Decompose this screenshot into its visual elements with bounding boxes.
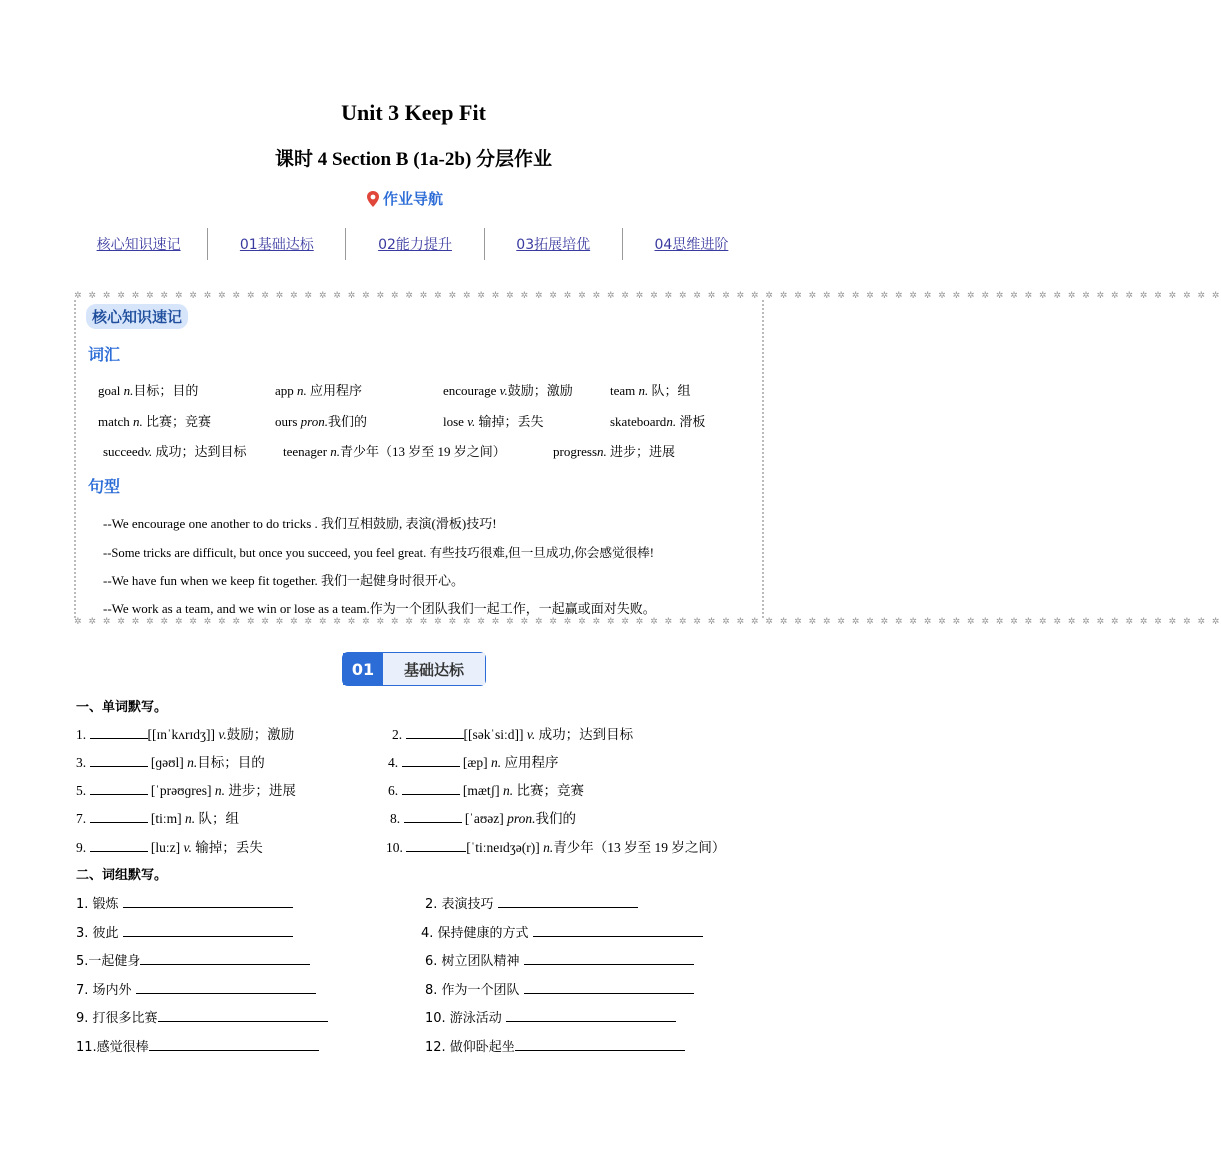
answer-blank[interactable] (123, 924, 293, 937)
phrase-question: 6. 树立团队精神 (425, 950, 694, 969)
answer-blank[interactable] (406, 726, 464, 739)
vocab-item: app n. 应用程序 (275, 383, 363, 398)
answer-blank[interactable] (524, 981, 694, 994)
answer-blank[interactable] (404, 810, 462, 823)
sentence: --We encourage one another to do tricks . 我们互相鼓励, 表演(滑板)技巧! (103, 516, 497, 531)
word-question: 10. [ˈtiːneɪdʒə(r)] n.青少年（13 岁至 19 岁之间） (386, 840, 726, 855)
frame-left-border (74, 300, 84, 618)
phrase-question: 4. 保持健康的方式 (421, 922, 703, 941)
vocab-item: team n. 队；组 (610, 383, 691, 398)
nav-basic[interactable]: 01基础达标 (207, 228, 345, 260)
answer-blank[interactable] (90, 726, 148, 739)
answer-blank[interactable] (524, 952, 694, 965)
page-subtitle: 课时 4 Section B (1a-2b) 分层作业 (274, 149, 553, 170)
basic-level-badge (342, 652, 486, 686)
vocab-item: teenager n.青少年（13 岁至 19 岁之间） (283, 444, 506, 459)
answer-blank[interactable] (533, 924, 703, 937)
nav-badge-label: 作业导航 (383, 190, 444, 208)
location-pin-icon (366, 191, 380, 207)
phrase-question: 10. 游泳活动 (425, 1007, 676, 1026)
answer-blank[interactable] (406, 839, 466, 852)
frame-right-border (754, 300, 764, 618)
answer-blank[interactable] (90, 754, 148, 767)
word-question: 8. [ˈaʊəz] pron.我们的 (390, 811, 577, 826)
word-question: 7. [tiːm] n. 队；组 (76, 811, 239, 826)
answer-blank[interactable] (149, 1038, 319, 1051)
phrase-question: 3. 彼此 (76, 922, 293, 941)
nav-thinking[interactable]: 04思维进阶 (622, 228, 760, 260)
answer-blank[interactable] (140, 952, 310, 965)
frame-top-border: ✲ ✲ ✲ ✲ ✲ ✲ ✲ ✲ ✲ ✲ ✲ ✲ ✲ ✲ ✲ ✲ ✲ ✲ ✲ ✲ ✲ ✲ ✲ ✲ ✲ ✲ ✲ ✲ ✲ ✲ ✲ ✲ ✲ ✲ ✲ ✲ ✲ ✲ ✲ ✲ ✲ ✲ ✲ ✲ ✲ ✲ ✲ ✲ ✲ ✲ ✲ ✲ ✲ ✲ ✲ ✲ ✲ ✲ ✲ ✲ ✲ ✲ ✲ ✲ ✲ ✲ ✲ ✲ ✲ ✲ ✲ ✲ ✲ ✲ ✲ ✲ ✲ ✲ ✲ ✲ (74, 291, 1221, 301)
vocab-item: encourage v.鼓励；激励 (443, 383, 573, 398)
answer-blank[interactable] (158, 1009, 328, 1022)
nav-badge (366, 188, 443, 209)
phrase-question: 11.感觉很棒 (76, 1036, 319, 1055)
sentence: --Some tricks are difficult, but once you succeed, you feel great. 有些技巧很难,但一旦成功,你会感觉很棒! (103, 546, 654, 560)
word-question: 1. [[ɪnˈkʌrɪdʒ]] v.鼓励；激励 (76, 727, 295, 742)
word-question: 4. [æp] n. 应用程序 (388, 755, 559, 770)
answer-blank[interactable] (506, 1009, 676, 1022)
vocab-item: skateboardn. 滑板 (610, 414, 706, 429)
vocab-item: progressn. 进步；进展 (553, 444, 676, 459)
phrase-question: 2. 表演技巧 (425, 893, 638, 912)
answer-blank[interactable] (90, 810, 148, 823)
answer-blank[interactable] (402, 754, 460, 767)
frame-bottom-border: ✲ ✲ ✲ ✲ ✲ ✲ ✲ ✲ ✲ ✲ ✲ ✲ ✲ ✲ ✲ ✲ ✲ ✲ ✲ ✲ ✲ ✲ ✲ ✲ ✲ ✲ ✲ ✲ ✲ ✲ ✲ ✲ ✲ ✲ ✲ ✲ ✲ ✲ ✲ ✲ ✲ ✲ ✲ ✲ ✲ ✲ ✲ ✲ ✲ ✲ ✲ ✲ ✲ ✲ ✲ ✲ ✲ ✲ ✲ ✲ ✲ ✲ ✲ ✲ ✲ ✲ ✲ ✲ ✲ ✲ ✲ ✲ ✲ ✲ ✲ ✲ ✲ ✲ ✲ ✲ (74, 617, 1221, 627)
vocab-item: goal n.目标；目的 (98, 383, 199, 398)
nav-extend[interactable]: 03拓展培优 (484, 228, 622, 260)
answer-blank[interactable] (402, 782, 460, 795)
vocab-item: lose v. 输掉；丢失 (443, 414, 544, 429)
badge-number: 01 (343, 653, 383, 685)
phrase-question: 7. 场内外 (76, 979, 316, 998)
part2-title: 二、词组默写。 (76, 868, 168, 883)
part1-title: 一、单词默写。 (76, 700, 168, 715)
answer-blank[interactable] (90, 839, 148, 852)
page-title: Unit 3 Keep Fit (341, 100, 486, 125)
answer-blank[interactable] (515, 1038, 685, 1051)
vocab-item: succeedv. 成功；达到目标 (103, 444, 247, 459)
vocab-item: ours pron.我们的 (275, 414, 367, 429)
vocab-heading: 词汇 (88, 345, 121, 364)
phrase-question: 8. 作为一个团队 (425, 979, 694, 998)
core-section-badge: 核心知识速记 (86, 304, 188, 329)
badge-label: 基础达标 (383, 653, 485, 685)
word-question: 5. [ˈprəʊɡres] n. 进步；进展 (76, 783, 296, 798)
answer-blank[interactable] (498, 895, 638, 908)
phrase-question: 9. 打很多比赛 (76, 1007, 328, 1026)
phrase-question: 1. 锻炼 (76, 893, 293, 912)
sentence-heading: 句型 (88, 477, 121, 496)
vocab-item: match n. 比赛；竞赛 (98, 414, 212, 429)
sentence: --We work as a team, and we win or lose as a team.作为一个团队我们一起工作，一起赢或面对失败。 (103, 601, 656, 616)
sentence: --We have fun when we keep fit together. 我们一起健身时很开心。 (103, 573, 465, 588)
nav-ability[interactable]: 02能力提升 (345, 228, 483, 260)
phrase-question: 5.一起健身 (76, 950, 310, 969)
word-question: 9. [luːz] v. 输掉；丢失 (76, 840, 263, 855)
homework-nav (70, 228, 760, 260)
word-question: 2. [[səkˈsiːd]] v. 成功；达到目标 (392, 727, 634, 742)
answer-blank[interactable] (123, 895, 293, 908)
nav-core-knowledge[interactable]: 核心知识速记 (96, 237, 181, 253)
phrase-question: 12. 做仰卧起坐 (425, 1036, 685, 1055)
answer-blank[interactable] (90, 782, 148, 795)
answer-blank[interactable] (136, 981, 316, 994)
word-question: 6. [mætʃ] n. 比赛；竞赛 (388, 783, 584, 798)
word-question: 3. [ɡəʊl] n.目标；目的 (76, 755, 265, 770)
